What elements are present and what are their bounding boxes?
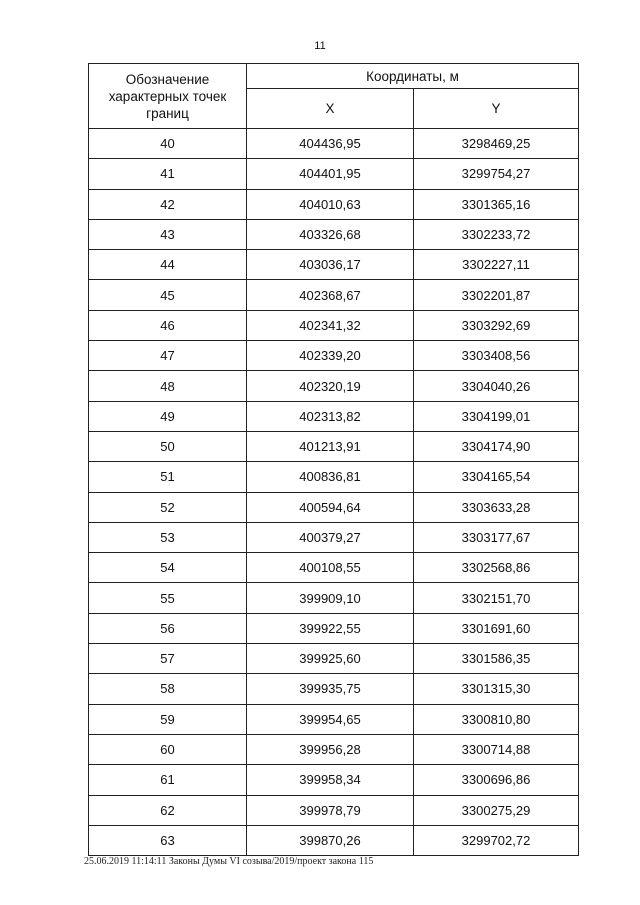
x-cell: 399870,26 [247, 825, 414, 855]
table-row [89, 613, 579, 643]
y-cell: 3303633,28 [414, 492, 579, 522]
x-cell: 402341,32 [247, 310, 414, 340]
x-column-header: X [247, 89, 414, 129]
y-cell: 3304165,54 [414, 462, 579, 492]
x-cell: 399956,28 [247, 734, 414, 764]
y-cell: 3300696,86 [414, 765, 579, 795]
x-cell: 404401,95 [247, 159, 414, 189]
point-cell: 60 [89, 734, 247, 764]
y-cell: 3303177,67 [414, 522, 579, 552]
point-cell: 41 [89, 159, 247, 189]
x-cell: 399958,34 [247, 765, 414, 795]
y-cell: 3303408,56 [414, 341, 579, 371]
point-cell: 61 [89, 765, 247, 795]
point-cell: 45 [89, 280, 247, 310]
y-cell: 3302201,87 [414, 280, 579, 310]
point-cell: 59 [89, 704, 247, 734]
y-cell: 3300714,88 [414, 734, 579, 764]
table-row [89, 734, 579, 764]
x-cell: 399925,60 [247, 644, 414, 674]
y-cell: 3301365,16 [414, 189, 579, 219]
y-cell: 3299702,72 [414, 825, 579, 855]
y-cell: 3301315,30 [414, 674, 579, 704]
point-cell: 63 [89, 825, 247, 855]
y-cell: 3304199,01 [414, 401, 579, 431]
point-cell: 58 [89, 674, 247, 704]
y-cell: 3301691,60 [414, 613, 579, 643]
table-row [89, 219, 579, 249]
x-cell: 404010,63 [247, 189, 414, 219]
table-row [89, 704, 579, 734]
y-cell: 3302233,72 [414, 219, 579, 249]
table-row [89, 401, 579, 431]
point-cell: 52 [89, 492, 247, 522]
x-cell: 400594,64 [247, 492, 414, 522]
point-cell: 51 [89, 462, 247, 492]
y-cell: 3300275,29 [414, 795, 579, 825]
table-row [89, 522, 579, 552]
x-cell: 399954,65 [247, 704, 414, 734]
table-row [89, 250, 579, 280]
y-cell: 3302568,86 [414, 553, 579, 583]
table-row [89, 431, 579, 461]
y-cell: 3299754,27 [414, 159, 579, 189]
x-cell: 400836,81 [247, 462, 414, 492]
table-row [89, 765, 579, 795]
table-row [89, 189, 579, 219]
point-cell: 57 [89, 644, 247, 674]
point-cell: 48 [89, 371, 247, 401]
y-cell: 3302151,70 [414, 583, 579, 613]
y-cell: 3301586,35 [414, 644, 579, 674]
table-row [89, 553, 579, 583]
table-body [89, 129, 579, 856]
x-cell: 399909,10 [247, 583, 414, 613]
x-cell: 402313,82 [247, 401, 414, 431]
table-row [89, 129, 579, 159]
point-cell: 47 [89, 341, 247, 371]
point-cell: 54 [89, 553, 247, 583]
table-header [89, 64, 579, 129]
point-cell: 43 [89, 219, 247, 249]
x-cell: 399922,55 [247, 613, 414, 643]
x-cell: 401213,91 [247, 431, 414, 461]
x-cell: 399935,75 [247, 674, 414, 704]
table-row [89, 825, 579, 855]
point-cell: 46 [89, 310, 247, 340]
coordinates-table [88, 63, 579, 856]
table-row [89, 159, 579, 189]
x-cell: 400108,55 [247, 553, 414, 583]
document-footer: 25.06.2019 11:14:11 Законы Думы VI созыва/2019/проект закона 115 [84, 856, 374, 867]
y-cell: 3298469,25 [414, 129, 579, 159]
table-row [89, 371, 579, 401]
point-cell: 49 [89, 401, 247, 431]
point-cell: 55 [89, 583, 247, 613]
x-cell: 404436,95 [247, 129, 414, 159]
point-cell: 62 [89, 795, 247, 825]
table-row [89, 341, 579, 371]
x-cell: 399978,79 [247, 795, 414, 825]
point-cell: 42 [89, 189, 247, 219]
point-cell: 56 [89, 613, 247, 643]
x-cell: 400379,27 [247, 522, 414, 552]
y-cell: 3300810,80 [414, 704, 579, 734]
table-row [89, 462, 579, 492]
y-cell: 3304040,26 [414, 371, 579, 401]
point-cell: 44 [89, 250, 247, 280]
coordinates-header: Координаты, м [247, 64, 579, 89]
table-row [89, 310, 579, 340]
x-cell: 402320,19 [247, 371, 414, 401]
table-row [89, 280, 579, 310]
point-column-header: Обозначение характерных точек границ [89, 64, 247, 129]
table-row [89, 674, 579, 704]
point-cell: 50 [89, 431, 247, 461]
page-number: 11 [314, 40, 326, 52]
table-row [89, 795, 579, 825]
y-cell: 3303292,69 [414, 310, 579, 340]
x-cell: 402339,20 [247, 341, 414, 371]
x-cell: 402368,67 [247, 280, 414, 310]
x-cell: 403036,17 [247, 250, 414, 280]
y-column-header: Y [414, 89, 579, 129]
y-cell: 3304174,90 [414, 431, 579, 461]
table-row [89, 644, 579, 674]
x-cell: 403326,68 [247, 219, 414, 249]
y-cell: 3302227,11 [414, 250, 579, 280]
table-row [89, 492, 579, 522]
point-cell: 53 [89, 522, 247, 552]
table-row [89, 583, 579, 613]
point-cell: 40 [89, 129, 247, 159]
